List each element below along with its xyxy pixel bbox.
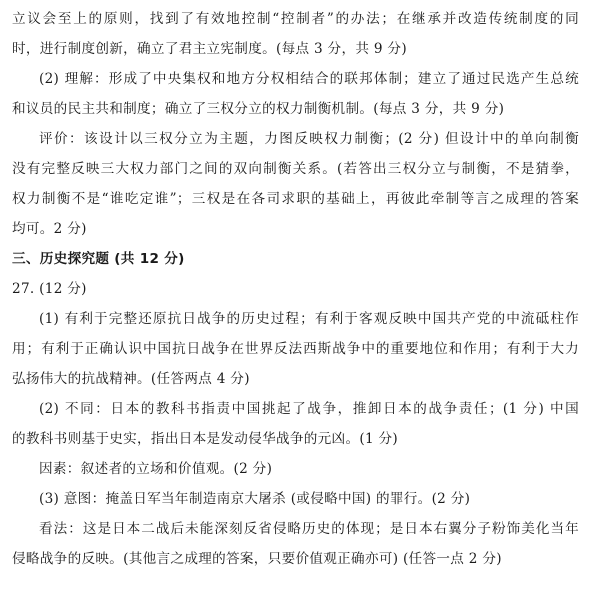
text-line: 和议员的民主共和制度；确立了三权分立的权力制衡机制。(每点 3 分，共 9 分) (12, 101, 505, 117)
text-line: 看法：这是日本二战后未能深刻反省侵略历史的体现；是日本右翼分子粉饰美化当年 (39, 521, 579, 537)
text-line: 弘扬伟大的抗战精神。(任答两点 4 分) (12, 371, 250, 387)
text-line: (2) 理解：形成了中央集权和地方分权相结合的联邦体制；建立了通过民选产生总统 (39, 71, 579, 87)
text-line: (3) 意图：掩盖日军当年制造南京大屠杀 (或侵略中国) 的罪行。(2 分) (39, 491, 471, 507)
text-line: 没有完整反映三大权力部门之间的双向制衡关系。(若答出三权分立与制衡，不是猜拳， (12, 161, 579, 177)
text-line: 侵略战争的反映。(其他言之成理的答案，只要价值观正确亦可) (任答一点 2 分) (12, 551, 502, 567)
text-line: 评价：该设计以三权分立为主题，力图反映权力制衡；(2 分) 但设计中的单向制衡 (39, 131, 579, 147)
text-line: 权力制衡不是“谁吃定谁”；三权是在各司求职的基础上，再彼此牵制等言之成理的答案 (12, 191, 579, 207)
question-number: 27. (12 分) (12, 281, 87, 297)
text-line: 因素：叙述者的立场和价值观。(2 分) (39, 461, 273, 477)
text-line: 用；有利于正确认识中国抗日战争在世界反法西斯战争中的重要地位和作用；有利于大力 (12, 341, 579, 357)
text-line: (1) 有利于完整还原抗日战争的历史过程；有利于客观反映中国共产党的中流砥柱作 (39, 311, 579, 327)
text-line: 立议会至上的原则，找到了有效地控制“控制者”的办法；在继承并改造传统制度的同 (12, 11, 579, 27)
text-line: 的教科书则基于史实，指出日本是发动侵华战争的元凶。(1 分) (12, 431, 399, 447)
text-line: (2) 不同：日本的教科书指责中国挑起了战争，推卸日本的战争责任；(1 分) 中国 (39, 401, 579, 417)
section-heading: 三、历史探究题 (共 12 分) (12, 251, 185, 267)
text-line: 时，进行制度创新，确立了君主立宪制度。(每点 3 分，共 9 分) (12, 41, 407, 57)
text-line: 均可。2 分) (12, 221, 87, 237)
